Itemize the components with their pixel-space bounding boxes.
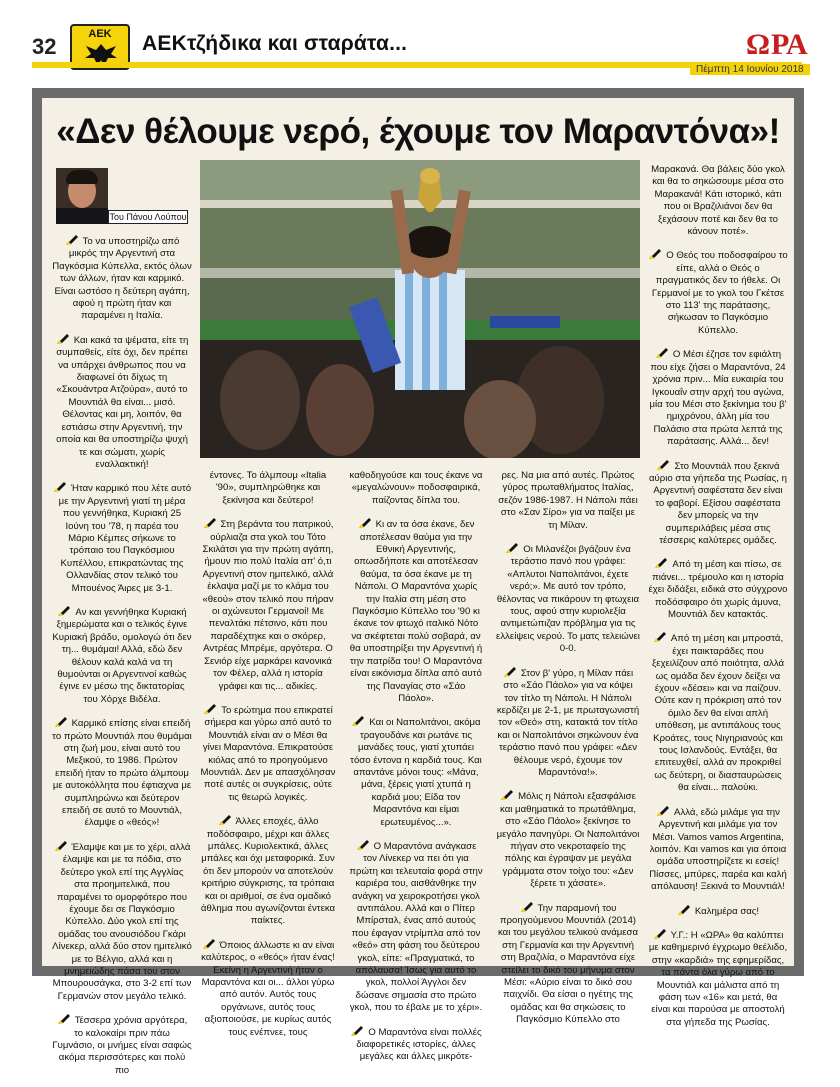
pen-nib-icon — [351, 715, 365, 727]
paragraph — [496, 666, 640, 780]
page-header — [0, 0, 840, 80]
header-rule — [32, 62, 802, 68]
paragraph-text: Τέσσερα χρόνια αργότερα, το καλοκαίρι πριν πάω Γυμνάσιο, οι μνήμες είναι σαφώς ακόμα περισσότερες και πολύ πιο — [52, 1015, 192, 1076]
paragraph-text: καθοδηγούσε και τους έκανε να «μεγαλώνουν» ποδοσφαιρικά, παίζοντας δίπλα του. — [349, 470, 483, 506]
pen-nib-icon — [54, 840, 68, 852]
pen-nib-icon — [677, 904, 691, 916]
column-2 — [200, 470, 336, 1049]
paragraph-text: Όποιος άλλωστε κι αν είναι καλύτερος, ο «θεός» ήταν ένας! Εκείνη η Αργεντινή ήταν ο Μαραντόνα και οι... άλλοι γύρω από αυτόν. Αυτός τους οργάνωνε, αυτός τους αξιοποιούσε, με κυρίως αυτός τους ενέπνεε, τους — [201, 939, 335, 1038]
paragraph-text: Αν και γεννήθηκα Κυριακή ξημερώματα και ο τελικός έγινε Κυριακή βράδυ, ομολογώ ότι δεν τη... θυμάμαι! Αλλά, εδώ δεν θέλουν καλά καλά να τη θυμούνται οι Αργεντινοί καθώς έγινε εν μέσω της δικτατορίας του Χόρχε Βιδέλα. — [52, 606, 192, 705]
pen-nib-icon — [505, 542, 519, 554]
pen-nib-icon — [218, 814, 232, 826]
paragraph-text: Και κακά τα ψέματα, είτε τη συμπαθείς, είτε όχι, δεν πρέπει να υπάρχει άνθρωπος που να διαφωνεί ότι δίχως τη «Σκουάντρα Ατζούρα», αυτό το Μουντιάλ θα είναι... μισό. Θέλοντας και μη, λοιπόν, θα εστιάσω στην Αργεντινή, την οποία και θα υποστηρίζω ψυχή τε και σώματι, χωρίς εναλλακτική! — [56, 334, 189, 470]
pen-nib-icon — [656, 459, 670, 471]
paragraph — [348, 470, 484, 507]
paragraph — [648, 557, 788, 621]
paragraph — [648, 631, 788, 794]
paragraph-text: Κι αν τα όσα έκανε, δεν αποτέλεσαν θαύμα για την Εθνική Αργεντινής, οπωσδήποτε και αποτέλεσαν θαύμα, τα όσα έκανε με τη Νάπολι. Ο Μαραντόνα χωρίς την Ιταλία στη μέση στο Παγκόσμιο Κύπελλο του '90 κι έκανε τον φτωχό ιταλικό Νότο να σκέφτεται πολύ σοβαρά, αν θα υποστηρίξει την Αργεντινή ή την πατρίδα του! Ο Μαραντόνα είναι εικόνισμα δίπλα από αυτό της Παναγίας στο «Σάο Πάολο». — [349, 519, 483, 704]
paragraph — [52, 234, 192, 323]
pen-nib-icon — [520, 901, 534, 913]
logo-text: ΑΕΚ — [88, 28, 112, 40]
paragraph — [348, 839, 484, 1015]
paragraph-text: Άλλες εποχές, άλλο ποδόσφαιρο, μέχρι και άλλες μπάλες. Κυριολεκτικά, άλλες μπάλες και όχι μεταφορικά. Συν ότι δεν μπορούν να αποτελούν κριτήριο σύγκρισης, τα τρόπαια και οι αριθμοί, σε ένα ομαδικό άθλημα που αγωνίζονται έντεκα παίκτες. — [200, 816, 336, 927]
pen-nib-icon — [653, 631, 667, 643]
paragraph-text: Από τη μέση και μπροστά, έχει παικταράδες που ξεχειλίζουν από ποιότητα, αλλά ως ομάδα δεν έχουν δείξει να έχουν «δέσει» και να παίζουν. Ούτε καν η πρόκριση από τον όμιλο δεν θα είναι απλή υπόθεση, με αντιπάλους τους Κροάτες, τους Νιγηριανούς και τους Ισλανδούς. Εντάξει, θα επιτευχθεί, αλλά αν προκριθεί ως δεύτερη, οι διασταυρώσεις θα είναι... παλούκι. — [651, 633, 785, 794]
paragraph-text: Ο Μαραντόνα ανάγκασε τον Λίνεκερ να πει ότι για πρώτη και τελευταία φορά στην καριέρα του, αισθάνθηκε την ανάγκη να χειροκροτήσει γκολ αντιπάλου. Αλλά και ο Πίτερ Μπίρσταλ, ένας από αυτούς που έφαγαν ντρίμπλα από τον «θεό» στη φάση του δεύτερου γκολ, είπε: «Πραγματικά, το απόλαυσα! Ίσως για αυτό το γκολ, πολλοί Άγγλοι δεν δώσανε σημασία στο πρώτο γκολ, που το έβαλε με το χέρι». — [349, 840, 483, 1014]
pen-nib-icon — [500, 789, 514, 801]
paragraph — [348, 517, 484, 705]
paragraph-text: Αλλά, εδώ μιλάμε για την Αργεντινή και μιλάμε για τον Μέσι. Vamos vamos Argentina, λοιπόν. Και vamos και για όποια ομάδα υποστηρίζετε κι εσείς! Πίσσες, μπύρες, παρέα και καλή απόλαυση! Ξεκινά το Μουντιάλ! — [649, 806, 787, 893]
paragraph — [52, 605, 192, 706]
paragraph — [52, 1013, 192, 1077]
column-3 — [348, 470, 484, 1074]
pen-nib-icon — [356, 839, 370, 851]
paragraph — [496, 470, 640, 532]
issue-date: Πέμπτη 14 Ιουνίου 2018 — [690, 64, 810, 75]
paragraph-text: ρες. Να μια από αυτές. Πρώτος γύρος πρωταθλήματος Ιταλίας, σεζόν 1986-1987. Η Νάπολι πάει στο «Σαν Σίρο» για να παίξει με τη Μίλαν. — [498, 470, 638, 531]
paragraph — [648, 928, 788, 1029]
author-byline — [56, 168, 188, 224]
paragraph — [648, 459, 788, 548]
column-1 — [52, 234, 192, 1087]
paragraph-text: Μόλις η Νάπολι εξασφάλισε και μαθηματικά το πρωτάθλημα, στο «Σάο Πάολο» ξεκίνησε το μεγάλο πανηγύρι. Οι Ναπολιτάνοι πήγαν στο νεκροταφείο της πόλης και έγραψαν με μεγάλα γράμματα στον τοίχο του: «Δεν ξέρετε τι χάσατε». — [496, 791, 640, 890]
pen-nib-icon — [350, 1025, 364, 1037]
pen-nib-icon — [56, 333, 70, 345]
author-photo — [56, 168, 108, 224]
paragraph — [200, 470, 336, 507]
pen-nib-icon — [358, 517, 372, 529]
pen-nib-icon — [656, 805, 670, 817]
paragraph-text: Καρμικό επίσης είναι επειδή το πρώτο Μουντιάλ που θυμάμαι στη ζωή μου, είναι αυτό του Μεξικού, το 1986. Πρώτον επειδή ήταν το πρώτο άλμπουμ με αυτοκόλλητα που έφτιαχνα με συμπληρώνω και δεύτερον επειδή σε αυτό το Μουντιάλ, έλαμψε ο «θεός»! — [52, 718, 192, 829]
paragraph-text: Έλαμψε και με το χέρι, αλλά έλαμψε και με τα πόδια, στο δεύτερο γκολ επί της Αγγλίας στα προημιτελικά, που παραμένει το ομορφότερο που έχουμε δει σε Παγκόσμιο Κύπελλο. Δύο γκολ επί της ομάδας του ανουσιόδου Γκάρι Λίνεκερ, αλλά δύο στον ημιτελικό με το Βέλγιο, αλλά και η μνημειώδης πάσα του στον Μπουρουσάγκα, στο 3-2 επί των Γερμανών στον μεγάλο τελικό. — [52, 841, 192, 1002]
author-name: Του Πάνου Λούπου — [109, 212, 187, 222]
paragraph — [496, 542, 640, 656]
paragraph — [52, 481, 192, 595]
paragraph — [648, 904, 788, 918]
pen-nib-icon — [53, 481, 67, 493]
paragraph-text: Οι Μιλανέζοι βγάζουν ένα τεράστιο πανό που γράφει: «Απλυτοι Ναπολιτάνοι, έχετε νερό;». Με αυτό τον τρόπο, θέλοντας να πικάρουν τη φτωχεια τους, αφού στην κυριολεξία αντιμετώπιζαν πρόβλημα για τις ελλείψεις νερού. Το ματς τελειώνει 0-0. — [496, 544, 640, 655]
paragraph — [200, 938, 336, 1039]
paragraph — [648, 164, 788, 238]
paragraph — [348, 715, 484, 829]
pen-nib-icon — [648, 248, 662, 260]
paragraph-text: Το ερώτημα που επικρατεί σήμερα και γύρω από αυτό το Μουντιάλ είναι αν ο Μέσι θα γίνει Μαραντόνα. Επικρατούσε κιόλας από το προηγούμενο Μουντιάλ. Δεν με απασχόλησαν ποτέ αυτές οι συγκρίσεις, ούτε τις θεωρώ λογικές. — [200, 704, 336, 803]
paragraph-text: Στη βεράντα του πατρικού, ούρλιαζα στα γκολ του Τότο Σκιλάτσι για την πρώτη αγάπη, ήμουν πιο πολύ Ιταλία απ' ό,τι Αργεντινή στον ημιτελικό, αλλά έκλαψα μαζί με το κλάμα του «θεού» στον τελικό που πήραν οι αχώνευτοι Γερμανοί! Με πεναλτάκι πέτσινο, κάτι που παραδέχτηκε και ο σκόρερ, Αντρέας Μπρέμε, αργότερα. Ο Σενιόρ είχε μαρκάρει κανονικά τον Φέλερ, αλλά η ιστορία γράφει και τις... αδικίες. — [202, 519, 334, 692]
pen-nib-icon — [57, 605, 71, 617]
paragraph — [496, 901, 640, 1027]
pen-nib-icon — [654, 557, 668, 569]
paragraph — [200, 703, 336, 804]
pen-nib-icon — [655, 347, 669, 359]
paragraph-text: Μαρακανά. Θα βάλεις δύο γκολ και θα το σηκώσουμε μέσα στο Μαρακανά! Κάτι ιστορικό, κάτι που οι Βραζιλιάνοι δεν θα ξεχάσουν ποτέ και δεν θα το κάνουν ποτέ». — [651, 164, 785, 238]
brand-logo: ΩΡΑ — [746, 28, 809, 61]
pen-nib-icon — [503, 666, 517, 678]
paragraph-text: έντονες. Το άλμπουμ «Italia '90», συμπληρώθηκε και ξεκίνησα και δεύτερο! — [209, 470, 327, 506]
pen-nib-icon — [54, 716, 68, 728]
paragraph-text: Το να υποστηρίζω από μικρός την Αργεντινή στα Παγκόσμια Κύπελλα, εκτός όλων των άλλων, ήταν και καρμικό. Είναι ωστόσο η δεύτερη αγάπη, αφού η πρώτη ήταν και παραμένει η Ιταλία. — [52, 236, 192, 322]
paragraph-text: Στον β' γύρο, η Μίλαν πάει στο «Σάο Πάολο» για να κόψει τον τίτλο τη Νάπολι. Η Νάπολι κερδίζει με 2-1, με πρωταγωνιστή τον «Θεό» στη, κατακτά τον τίτλο και οι Ναπολιτάνοι σηκώνουν ένα τεράστιο πανό που γράφει: «Δεν θέλουμε νερό, έχουμε τον Μαραντόνα!». — [496, 667, 640, 778]
section-title: ΑΕΚτζήδικα και σταράτα... — [142, 32, 408, 55]
paragraph — [200, 814, 336, 928]
pen-nib-icon — [57, 1013, 71, 1025]
pen-nib-icon — [203, 703, 217, 715]
paragraph — [648, 248, 788, 337]
paragraph — [200, 517, 336, 693]
paragraph — [648, 347, 788, 448]
maradona-trophy-photo — [200, 160, 640, 458]
paragraph-text: Ο Μαραντόνα είναι πολλές διαφορετικές ιστορίες, άλλες μεγάλες και άλλες μικρότε- — [356, 1026, 482, 1063]
paragraph-text: Υ.Γ.: Η «ΩΡΑ» θα καλύπτει με καθημερινό έγχρωμο θεέλιδο, στην «καρδιά» της εφημερίδας, τα πάντα όλα γύρω από το Μουντιάλ και μάλιστα από τη φάση των «16» και μετά, θα είναι και παρούσα με αποστολή στα γήπεδα της Ρωσίας. — [648, 929, 788, 1028]
paragraph-text: Στο Μουντιάλ που ξεκινά αύριο στα γήπεδα της Ρωσίας, η Αργεντινή σαφέστατα δεν είναι το φαβορί. Εξίσου σαφέστατα δεν μπορείς να την συμπεριλάβεις μέσα στις τέσσερις καλύτερες ομάδες. — [649, 460, 787, 546]
paragraph — [496, 789, 640, 890]
paragraph-text: Από τη μέση και πίσω, σε πιάνει... τρέμουλο και η ιστορία έχει διδάξει, ειδικά στο σύγχρονο ποδόσφαιρο ότι χωρίς άμυνα, Μουντιάλ δεν κατακτάς. — [648, 559, 788, 620]
paragraph-text: Και οι Ναπολιτάνοι, ακόμα τραγουδάνε και ρωτάνε τις μανάδες τους, γιατί χτυπάει τόσο έντονα η καρδιά τους. Και απαντάνε μόνοι τους: «Μάνα, μάνα, ξέρεις γιατί χτυπά η καρδιά μου; Είδα τον Μαραντόνα και είμαι ερωτευμένος...». — [350, 717, 482, 828]
column-4 — [496, 470, 640, 1037]
pen-nib-icon — [202, 938, 216, 950]
paragraph — [648, 805, 788, 894]
article-headline: «Δεν θέλουμε νερό, έχουμε τον Μαραντόνα»! — [56, 112, 780, 151]
paragraph — [348, 1025, 484, 1064]
paragraph-text: Καλημέρα σας! — [694, 905, 760, 917]
paragraph-text: Την παραμονή του προηγούμενου Μουντιάλ (2014) και του μεγάλου τελικού ανάμεσα στη Γερμανία και την Αργεντινή στη Βραζιλία, ο Μαραντόνα είχε στείλει το δικό του μήνυμα στον Μέσι: «Αύριο είναι το δικό σου παιχνίδι. Θα είσαι ο ηγέτης της ομάδας και θα σηκώσεις το Παγκόσμιο Κύπελλο στο — [497, 902, 639, 1026]
article-body — [42, 98, 794, 1076]
paragraph — [52, 333, 192, 471]
pen-nib-icon — [203, 517, 217, 529]
pen-nib-icon — [65, 234, 79, 246]
paragraph-text: Ο Θεός του ποδοσφαίρου το είπε, αλλά ο Θεός ο πραγματικός δεν το ήθελε. Οι Γερμανοί με το γκολ του Γκέτσε στο 113' της παράτασης, σήκωσαν το Παγκόσμιο Κύπελλο. — [651, 250, 788, 336]
paragraph-text: Ήταν καρμικό που λέτε αυτό με την Αργεντινή γιατί τη μέρα που γεννήθηκα, Κυριακή 25 Ιούνη του '78, η παρέα του Μάριο Κέμπες σήκωνε το τρόπαιο του Παγκόσμιου Κυπέλλου, επικρατώντας της Ολλανδίας στον τελικό του Μπουένος Άιρες με 3-1. — [58, 483, 192, 594]
paragraph-text: Ο Μέσι έζησε τον εφιάλτη που είχε ζήσει ο Μαραντόνα, 24 χρόνια πριν... Μία ευκαιρία του Ιγκουαΐν στην αρχή του αγώνα, μία του Μέσι στο ξεκίνημα του β' ημιχρόνου, άλλη μία του Παλάσιο στα πρώτα λεπτά της παράτασης. Αλλά... δεν! — [649, 349, 787, 448]
article-frame — [32, 88, 804, 1076]
paragraph — [52, 840, 192, 1003]
column-5 — [648, 164, 788, 1039]
pen-nib-icon — [653, 928, 667, 940]
paragraph — [52, 716, 192, 830]
page-number: 32 — [32, 34, 57, 59]
